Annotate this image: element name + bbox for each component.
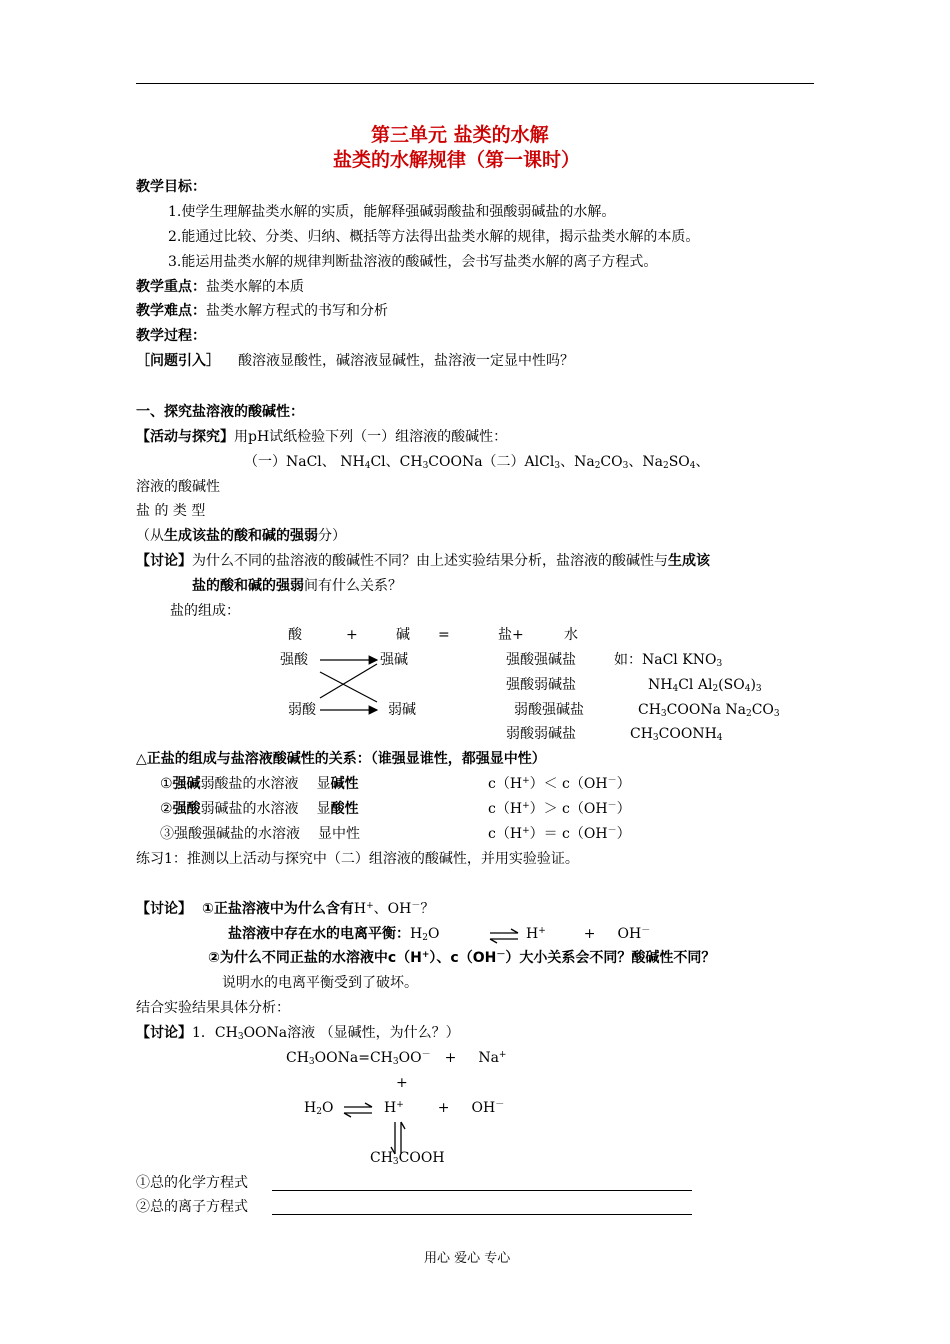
discussion-1-line-1: 【讨论】为什么不同的盐溶液的酸碱性不同？由上述实验结果分析，盐溶液的酸碱性与生成该 (136, 553, 710, 569)
eq-water: 水 (564, 627, 578, 643)
rule-3: ③强酸强碱盐的水溶液 显中性 (160, 826, 360, 842)
page-footer: 用心 爱心 专心 (424, 1251, 511, 1266)
salt-example-4: $CH_3COONH_4$ (630, 726, 723, 743)
weak-acid-label: 弱酸 (288, 702, 316, 718)
water-ions-2: H+ + OH－ (384, 1100, 505, 1116)
key-point: 教学重点：盐类水解的本质 (136, 279, 304, 295)
process-label: 教学过程： (136, 328, 206, 344)
classify-note: （从生成该盐的酸和碱的强弱分） (136, 528, 346, 544)
combine-analysis: 结合实验结果具体分析： (136, 1000, 290, 1016)
objectives-label: 教学目标： (136, 179, 206, 195)
acidity-row-label: 溶液的酸碱性 (136, 479, 220, 495)
section-1-heading: 一、探究盐溶液的酸碱性： (136, 404, 304, 420)
rule-1: ①强碱弱酸盐的水溶液 显碱性 (160, 776, 359, 792)
eq-base: 碱 (396, 627, 410, 643)
salt-composition-label: 盐的组成： (170, 603, 240, 619)
water-equilibrium-line: 盐溶液中存在水的电离平衡：$H_2O$ (228, 926, 440, 943)
objective-3: 3.能运用盐类水解的规律判断盐溶液的酸碱性，会书写盐类水解的离子方程式。 (168, 254, 658, 270)
water-molecule: $H_2O$ (304, 1100, 334, 1117)
discussion-2-explain: 说明水的电离平衡受到了破坏。 (222, 975, 418, 991)
discussion-1-line-2: 盐的酸和碱的强弱间有什么关系？ (192, 578, 402, 594)
rule-3-relation: c（H+）＝ c（OH－） (488, 826, 631, 842)
acetic-acid: $CH_3COOH$ (370, 1150, 445, 1167)
activity-line: 【活动与探究】用pH试纸检验下列（一）组溶液的酸碱性： (136, 429, 508, 445)
objective-1: 1.使学生理解盐类水解的实质，能解释强碱弱酸盐和强酸弱碱盐的水解。 (168, 204, 616, 220)
combination-arrows (315, 650, 385, 720)
eq-plus: + (346, 627, 358, 643)
total-ion-equation-blank[interactable] (272, 1214, 692, 1215)
equilibrium-arrow-icon (488, 928, 520, 944)
eq-equals: = (438, 627, 450, 643)
combine-plus: + (396, 1075, 408, 1091)
solution-groups: （一）NaCl、 $NH_4Cl$、$CH_3COONa$（二）AlCl$_3$、$Na_2CO_3$、$Na_2SO_4$、 (244, 454, 710, 471)
exercise-1: 练习1：推测以上活动与探究中（二）组溶液的酸碱性，并用实验验证。 (136, 851, 579, 867)
salt-example-2: $NH_4Cl$ $Al_2(SO_4)_3$ (648, 677, 762, 694)
total-chem-equation-label: ①总的化学方程式 (136, 1175, 248, 1191)
page-subtitle: 盐类的水解规律（第一课时） (333, 149, 581, 171)
discussion-2-q1: 【讨论】 ①正盐溶液中为什么含有H+、OH－？ (136, 901, 435, 917)
intro-question: ［问题引入］ 酸溶液显酸性，碱溶液显碱性，盐溶液一定显中性吗？ (136, 353, 574, 369)
eq-salt: 盐+ (498, 627, 524, 643)
salt-example-1: 如：NaCl $KNO_3$ (614, 652, 723, 669)
salt-example-3: $CH_3COONa$ $Na_2CO_3$ (638, 702, 780, 719)
salt-type-4: 弱酸弱碱盐 (506, 726, 576, 742)
rule-1-relation: c（H+）＜ c（OH－） (488, 776, 631, 792)
strong-acid-label: 强酸 (280, 652, 308, 668)
difficulty-point: 教学难点：盐类水解方程式的书写和分析 (136, 303, 388, 319)
rule-2-relation: c（H+）＞ c（OH－） (488, 801, 631, 817)
salt-type-3: 弱酸强碱盐 (514, 702, 584, 718)
strong-base-label: 强碱 (380, 652, 408, 668)
page-title: 第三单元 盐类的水解 (371, 124, 549, 146)
discussion-2-q2: ②为什么不同正盐的水溶液中c（H+）、c（OH－）大小关系会不同？酸碱性不同？ (208, 950, 716, 966)
salt-type-2: 强酸弱碱盐 (506, 677, 576, 693)
dissociation-equation: $CH_3OONa=CH_3OO^- + Na^+$ (286, 1050, 507, 1067)
rule-2: ②强酸弱碱盐的水溶液 显酸性 (160, 801, 359, 817)
objective-2: 2.能通过比较、分类、归纳、概括等方法得出盐类水解的规律，揭示盐类水解的本质。 (168, 229, 700, 245)
rule-title: △正盐的组成与盐溶液酸碱性的关系：（谁强显谁性，都强显中性） (136, 751, 546, 767)
salt-type-row-label: 盐 的 类 型 (136, 503, 206, 519)
header-rule (136, 83, 814, 84)
eq-acid: 酸 (288, 627, 302, 643)
total-ion-equation-label: ②总的离子方程式 (136, 1199, 248, 1215)
total-chem-equation-blank[interactable] (272, 1190, 692, 1191)
equilibrium-arrow-icon (342, 1102, 374, 1118)
weak-base-label: 弱碱 (388, 702, 416, 718)
salt-type-1: 强酸强碱盐 (506, 652, 576, 668)
water-ions: H+ + OH－ (526, 926, 651, 942)
discussion-3: 【讨论】1．$CH_3OONa$溶液 （显碱性，为什么？） (136, 1025, 460, 1042)
